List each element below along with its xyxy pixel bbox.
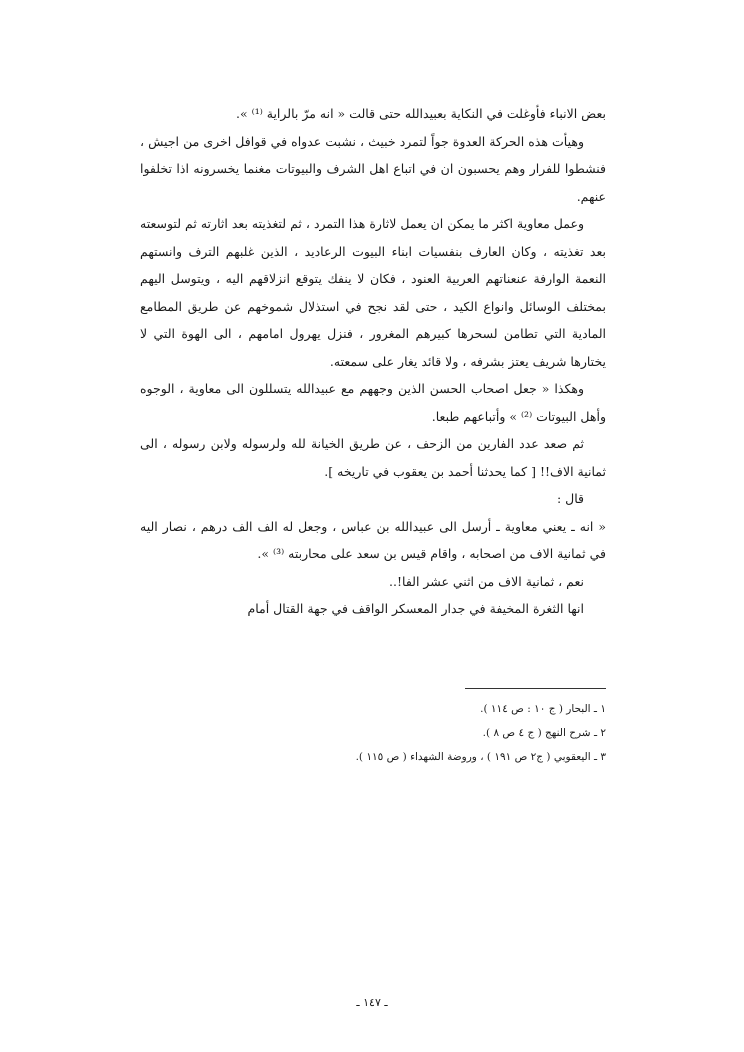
paragraph-8: نعم ، ثمانية الاف من اثني عشر الفا!.. [389,573,584,589]
footnotes [140,697,606,769]
paragraph-2: وهيأت هذه الحركة العدوة جواً لتمرد خبيث ، نشبت عدواه في قوافل اخرى من اجيش ، فنشطوا للفرار وهم يحسبون ان في اتباع اهل الشرف والبيوتات مغنما يخسرونه اذا تخلفوا عنهم. [140,133,606,204]
paragraph-3: وعمل معاوية اكثر ما يمكن ان يعمل لاثارة هذا التمرد ، ثم لتغذيته بعد اثارته ثم لتوسعته بعد تغذيته ، وكان العارف بنفسيات ابناء البيوت الرعاديد ، الذين غلبهم الترف وانستهم النعمة الوارفة عنعناتهم العربية العنود ، فكان لا ينفك يتوقع انزلاقهم اليه ، ويتوسل اليهم بمختلف الوسائل وانواع الكيد ، حتى لقد نجح في استذلال شموخهم عن طريق المطامع المادية التي تطامن لسحرها كبيرهم المغرور ، فنزل يهرول امامهم ، الى الهوة التي لا يختارها شريف يعتز بشرفه ، ولا قائد يغار على سمعته. [140,216,606,369]
page-number: ـ ١٤٧ ـ [356,996,388,1009]
footnote-1: ١ ـ البحار ( ج ١٠ : ص ١١٤ ). [480,703,606,715]
paragraph-1: بعض الانباء فأوغلت في النكاية بعبيدالله حتى قالت « انه مرّ بالراية ⁽¹⁾ ». [236,106,606,121]
paragraph-5: ثم صعد عدد الفارين من الزحف ، عن طريق الخيانة لله ولرسوله ولابن رسوله ، الى ثمانية الاف!! [ كما يحدثنا أحمد بن يعقوب في تاريخه ]. [140,436,606,479]
footnote-2: ٢ ـ شرح النهج ( ج ٤ ص ٨ ). [482,727,606,739]
paragraph-4: وهكذا « جعل اصحاب الحسن الذين وجههم مع عبيدالله يتسللون الى معاوية ، الوجوه وأهل البيوتات ⁽²⁾ » وأتباعهم طبعا. [140,381,606,424]
paragraph-9: انها الثغرة المخيفة في جدار المعسكر الواقف في جهة القتال أمام [247,601,584,616]
footnote-divider [465,688,606,689]
footnote-3: ٣ ـ اليعقوبي ( ج٢ ص ١٩١ ) ، وروضة الشهداء ( ص ١١٥ ). [355,751,606,763]
paragraph-7: « انه ـ يعني معاوية ـ أرسل الى عبيدالله بن عباس ، وجعل له الف الف درهم ، نصار اليه في ثمانية الاف من اصحابه ، واقام قيس بن سعد على محاربته ⁽³⁾ ». [140,518,606,561]
main-text [140,100,606,623]
paragraph-6: قال : [556,491,584,506]
